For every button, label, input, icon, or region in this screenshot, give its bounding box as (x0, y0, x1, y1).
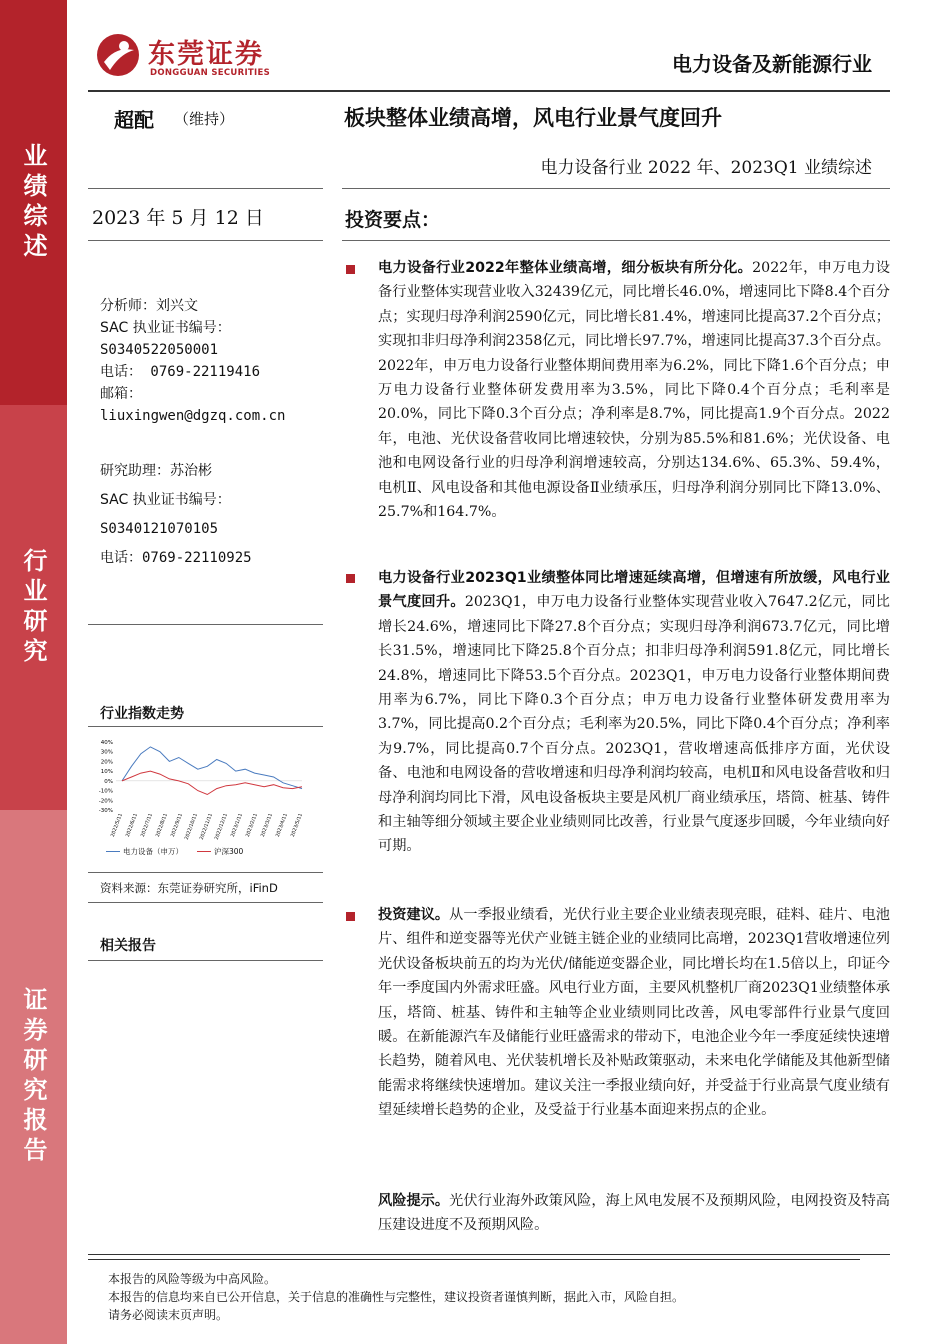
company-logo (96, 30, 296, 84)
x-tick-label: 2022/7/11 (140, 812, 154, 838)
analyst-block (100, 295, 285, 427)
bullet-marker (346, 912, 355, 921)
sidebar-label: 业绩综述 (19, 142, 47, 263)
logo-english-name: DONGGUAN SECURITIES (150, 68, 271, 78)
sidebar-band-research (0, 405, 67, 810)
footer-divider-1 (88, 1254, 890, 1255)
sidebar-band-report (0, 810, 67, 1344)
report-subtitle: 电力设备行业 2022 年、2023Q1 业绩综述 (540, 158, 872, 178)
x-tick-label: 2023/3/11 (260, 812, 274, 838)
report-title: 板块整体业绩高增，风电行业景气度回升 (344, 106, 722, 130)
key-point-3 (378, 903, 890, 1123)
y-tick-label: -10% (98, 788, 113, 795)
analyst-email[interactable]: liuxingwen@dgzq.com.cn (100, 408, 286, 424)
chart-bottom-divider (88, 872, 323, 873)
key-point-2 (378, 566, 890, 859)
analyst-sac-label: SAC 执业证书编号： (100, 320, 231, 336)
footer-line: 请务必阅读末页声明。 (108, 1308, 229, 1322)
header-divider (88, 90, 890, 92)
y-axis (99, 740, 113, 814)
x-tick-label: 2023/5/11 (290, 812, 304, 838)
analyst-sac: S0340522050001 (100, 342, 219, 358)
report-date: 2023 年 5 月 12 日 (92, 207, 264, 229)
assistant-phone: 电话：0769-22110925 (100, 550, 252, 566)
source-divider (88, 902, 323, 903)
series-lines (116, 747, 302, 795)
key-point-heading: 电力设备行业2022年整体业绩高增，细分板块有所分化。 (378, 260, 753, 276)
section-title: 投资要点： (345, 209, 441, 231)
related-divider (88, 960, 323, 961)
sidebar-label: 行业研究 (19, 547, 47, 668)
assistant-name: 研究助理：苏治彬 (100, 463, 212, 479)
rating-status: （维持） (174, 110, 235, 128)
y-tick-label: -30% (98, 808, 113, 814)
y-tick-label: 30% (100, 749, 113, 756)
y-tick-label: 0% (104, 778, 113, 785)
key-point-body: 2022年，申万电力设备行业整体实现营业收入32439亿元，同比增长46.0%，增速同比下降8.4个百分点；实现归母净利润2590亿元，同比增长81.4%，增速同比提高37.2个百分点；实现扣非归母净利润2358亿元，同比增长97.7%，增速同比提高37.3个百分点。2022年，申万电力设备行业整体期间费用率为6.2%，同比下降1.6个百分点；申万电力设备行业整体研发费用率为3.5%，同比下降0.4个百分点；毛利率是20.0%，同比下降0.3个百分点；净利率是8.7%，同比提高1.9个百分点。2022年，电池、光伏设备营收同比增速较快，分别为85.5%和81.6%；光伏设备、电池和电网设备行业的归母净利润增速较高，分别达134.6%、65.3%、59.4%，电机Ⅱ、风电设备和其他电源设备Ⅱ业绩承压，归母净利润分别同比下降13.0%、25.7%和164.7%。 (378, 260, 890, 521)
x-tick-label: 2023/4/11 (275, 812, 289, 838)
industry-name: 电力设备及新能源行业 (672, 52, 872, 76)
rating-label: 超配 (114, 108, 154, 132)
x-tick-label: 2022/11/11 (199, 812, 214, 841)
bullet-marker (346, 574, 355, 583)
bullet-marker (346, 265, 355, 274)
chart-title: 行业指数走势 (100, 706, 184, 722)
logo-mark-icon (96, 32, 140, 78)
related-reports-title: 相关报告 (100, 938, 156, 954)
footer-line: 本报告的信息均来自已公开信息，关于信息的准确性与完整性，建议投资者谨慎判断，据此入市，风险自担。 (108, 1290, 685, 1304)
right-divider-top (342, 188, 890, 189)
risk-warning (378, 1189, 890, 1238)
y-tick-label: 40% (100, 740, 113, 746)
x-tick-label: 2022/10/11 (184, 812, 199, 841)
legend-item-industry (106, 846, 183, 857)
key-point-body: 从一季报业绩看，光伏行业主要企业业绩表现亮眼，硅料、硅片、电池片、组件和逆变器等光伏产业链主链企业的业绩同比高增，2023Q1营收增速位列光伏设备板块前五的均为光伏/储能逆变器企业，同比增长均在1.5倍以上，印证今年一季度国内外需求旺盛。风电行业方面，主要风机整机厂商2023Q1业绩整体承压，塔筒、桩基、铸件和主轴等企业业绩则同比改善，风电零部件行业景气度回暖。在新能源汽车及储能行业旺盛需求的带动下，电池企业今年一季度延续快速增长趋势，随着风电、光伏装机增长及补贴政策驱动，未来电化学储能及其他新型储能需求将继续快速增加。建议关注一季报业绩向好，并受益于行业高景气度业绩有望延续增长趋势的企业，及受益于行业基本面迎来拐点的企业。 (378, 907, 890, 1119)
assistant-sac: S0340121070105 (100, 521, 219, 537)
x-tick-label: 2023/1/11 (230, 812, 244, 838)
chart-source: 资料来源：东莞证券研究所，iFinD (100, 881, 278, 895)
y-tick-label: 20% (100, 759, 113, 766)
x-axis (110, 813, 304, 841)
legend-item-hs300 (197, 846, 243, 857)
sidebar-label: 证券研究报告 (19, 987, 47, 1167)
analyst-email-label: 邮箱： (100, 386, 142, 402)
analyst-phone: 电话： 0769-22119416 (100, 364, 261, 380)
key-point-body: 2023Q1，申万电力设备行业整体实现营业收入7647.2亿元，同比增长24.6%，增速同比下降27.8个百分点；实现归母净利润673.7亿元，同比增长31.5%，增速同比下降25.8个百分点；扣非归母净利润591.8亿元，同比增长24.8%，增速同比下降53.5个百分点。2023Q1，申万电力设备行业整体期间费用率为6.7%，同比下降0.3个百分点；申万电力设备行业整体研发费用率为3.7%，同比提高0.2个百分点；毛利率为20.5%，同比下降0.4个百分点；净利率为9.7%，同比提高0.7个百分点。2023Q1，营收增速高低排序方面，光伏设备、电池和电网设备的营收增速和归母净利润均较高，电机Ⅱ和风电设备营收和归母净利润均同比下滑，风电设备板块主要是风机厂商业绩承压，塔筒、桩基、铸件和主轴等细分领域主要企业业绩则同比改善，行业景气度逐步回暖，今年业绩向好可期。 (378, 594, 890, 855)
logo-chinese-name: 东莞证券 (148, 39, 264, 70)
y-tick-label: -20% (98, 798, 113, 805)
sidebar-band-review (0, 0, 67, 405)
left-divider-mid (88, 624, 323, 625)
key-point-heading: 投资建议。 (378, 907, 450, 923)
chart-title-divider (88, 726, 323, 727)
risk-heading: 风险提示。 (378, 1193, 450, 1209)
assistant-sac-label: SAC 执业证书编号： (100, 492, 231, 508)
footer-line: 本报告的风险等级为中高风险。 (108, 1272, 277, 1286)
footer-divider-2 (88, 1259, 860, 1260)
key-point-1 (378, 256, 890, 524)
y-tick-label: 10% (100, 769, 113, 776)
key-point-heading: 电力设备行业2023Q1业绩整体同比增速延续高增，但增速有所放缓，风电行业景气度回升。 (378, 570, 890, 611)
series-line (122, 747, 302, 789)
series-line (122, 771, 302, 794)
x-tick-label: 2022/9/11 (170, 812, 184, 838)
industry-index-chart (92, 732, 317, 862)
chart-legend (106, 846, 243, 857)
x-tick-label: 2022/6/11 (125, 812, 139, 838)
left-divider-top (88, 188, 323, 189)
legend-label: 沪深300 (214, 847, 244, 856)
x-tick-label: 2022/5/11 (110, 812, 124, 838)
footer-disclaimer (108, 1270, 684, 1324)
legend-label: 电力设备（申万） (123, 847, 183, 856)
x-tick-label: 2023/2/11 (245, 812, 259, 838)
assistant-block (100, 457, 252, 573)
right-divider-section (342, 240, 890, 241)
risk-body: 光伏行业海外政策风险，海上风电发展不及预期风险，电网投资及特高压建设进度不及预期风险。 (378, 1193, 890, 1234)
x-tick-label: 2022/8/11 (155, 812, 169, 838)
x-tick-label: 2022/12/11 (214, 812, 229, 841)
analyst-name: 分析师：刘兴文 (100, 298, 198, 314)
left-divider-date (88, 240, 323, 241)
